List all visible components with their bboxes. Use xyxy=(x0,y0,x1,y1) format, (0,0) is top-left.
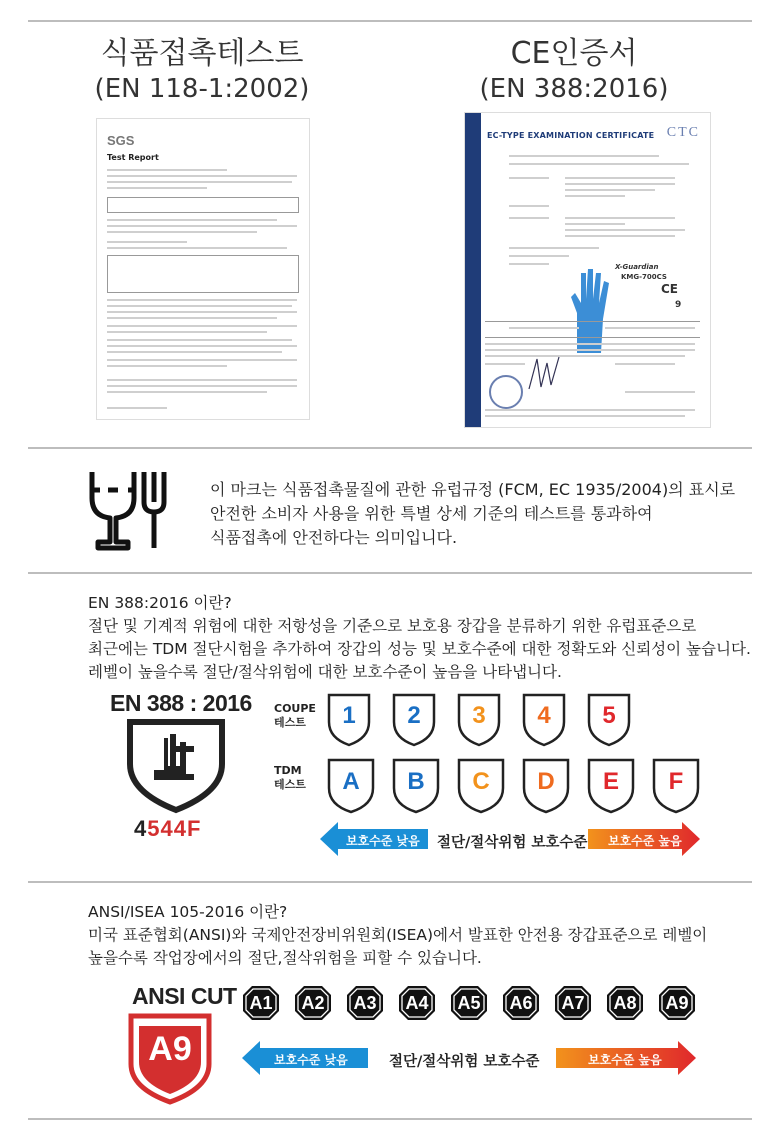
en388-glove-shield-icon xyxy=(124,718,228,814)
food-test-standard: (EN 118-1:2002) xyxy=(94,74,310,104)
ce-category: 9 xyxy=(675,300,682,310)
ansi-level-a2-badge: A2 xyxy=(294,985,332,1021)
coupe-test-label: COUPE 테스트 xyxy=(274,702,316,729)
ce-brand: X-Guardian xyxy=(615,263,659,271)
ansi-level-a1-badge: A1 xyxy=(242,985,280,1021)
food-safe-glass-fork-icon xyxy=(88,466,170,552)
ansi-line-1: 미국 표준협회(ANSI)와 국제안전장비위원회(ISEA)에서 발표한 안전용 장갑표준으로 레벨이 xyxy=(88,926,708,944)
coupe-level-5-shield: 5 xyxy=(586,692,632,748)
blue-glove-image xyxy=(565,263,613,355)
tdm-level-f-shield: F xyxy=(651,757,701,815)
ansi-badge-level: A9 xyxy=(148,1030,192,1068)
divider xyxy=(28,881,752,883)
tdm-test-label: TDM 테스트 xyxy=(274,764,306,791)
ce-model: KMG-700CS xyxy=(621,273,667,281)
ce-cert-standard: (EN 388:2016) xyxy=(479,74,669,104)
ansi-level-a4-badge: A4 xyxy=(398,985,436,1021)
tdm-level-b-shield: B xyxy=(391,757,441,815)
divider xyxy=(28,1118,752,1120)
tdm-level-a-shield: A xyxy=(326,757,376,815)
tdm-level-d-shield: D xyxy=(521,757,571,815)
ansi-level-a5-badge: A5 xyxy=(450,985,488,1021)
food-safe-line-2: 안전한 소비자 사용을 위한 특별 상세 기준의 테스트를 통과하여 xyxy=(210,504,653,523)
ansi-level-a8-badge: A8 xyxy=(606,985,644,1021)
en388-heading: EN 388:2016 이란? xyxy=(88,594,232,612)
en388-protection-level-label: 절단/절삭위험 보호수준 xyxy=(437,835,588,851)
ansi-high-label: 보호수준 높음 xyxy=(588,1053,662,1067)
food-test-title: 식품접촉테스트 xyxy=(100,36,304,71)
coupe-level-1-shield: 1 xyxy=(326,692,372,748)
sgs-test-report-image xyxy=(96,118,310,420)
tdm-level-e-shield: E xyxy=(586,757,636,815)
en388-low-label: 보호수준 낮음 xyxy=(346,834,420,848)
ansi-level-a6-badge: A6 xyxy=(502,985,540,1021)
ce-certificate-heading: EC-TYPE EXAMINATION CERTIFICATE xyxy=(487,131,655,140)
ansi-badge-title: ANSI CUT xyxy=(132,983,237,1009)
divider xyxy=(28,20,752,22)
ce-mark: CE xyxy=(661,282,679,296)
ce-certificate-image xyxy=(464,112,711,428)
signature-icon xyxy=(525,353,565,393)
tdm-level-c-shield: C xyxy=(456,757,506,815)
divider xyxy=(28,447,752,449)
en388-high-label: 보호수준 높음 xyxy=(608,834,682,848)
ansi-low-label: 보호수준 낮음 xyxy=(274,1053,348,1067)
ctc-stamp-icon xyxy=(489,375,523,409)
sgs-logo: SGS xyxy=(107,133,135,148)
ansi-level-a7-badge: A7 xyxy=(554,985,592,1021)
ce-cert-title: CE인증서 xyxy=(510,36,638,71)
food-safe-line-3: 식품접촉에 안전하다는 의미입니다. xyxy=(210,528,458,547)
en388-badge-title: EN 388 : 2016 xyxy=(110,690,252,716)
coupe-level-2-shield: 2 xyxy=(391,692,437,748)
coupe-level-4-shield: 4 xyxy=(521,692,567,748)
test-report-heading: Test Report xyxy=(107,153,159,162)
ctc-logo: CTC xyxy=(666,125,700,140)
en388-rating-code: 4544F xyxy=(134,816,202,841)
coupe-level-3-shield: 3 xyxy=(456,692,502,748)
ansi-line-2: 높을수록 작업장에서의 절단,절삭위험을 피할 수 있습니다. xyxy=(88,949,482,967)
en388-line-2: 최근에는 TDM 절단시험을 추가하여 장갑의 성능 및 보호수준에 대한 정확도와 신뢰성이 높습니다. xyxy=(88,640,751,658)
ansi-protection-level-label: 절단/절삭위험 보호수준 xyxy=(389,1054,540,1070)
ansi-level-a3-badge: A3 xyxy=(346,985,384,1021)
ce-cert-block xyxy=(394,36,754,106)
ansi-heading: ANSI/ISEA 105-2016 이란? xyxy=(88,903,288,921)
ansi-level-a9-badge: A9 xyxy=(658,985,696,1021)
en388-line-1: 절단 및 기계적 위험에 대한 저항성을 기준으로 보호용 장갑을 분류하기 위한 유럽표준으로 xyxy=(88,617,697,635)
divider xyxy=(28,572,752,574)
food-test-block xyxy=(22,36,382,106)
food-safe-line-1: 이 마크는 식품접촉물질에 관한 유럽규정 (FCM, EC 1935/2004)의 표시로 xyxy=(210,480,736,499)
en388-line-3: 레벨이 높을수록 절단/절삭위험에 대한 보호수준이 높음을 나타냅니다. xyxy=(88,663,562,681)
